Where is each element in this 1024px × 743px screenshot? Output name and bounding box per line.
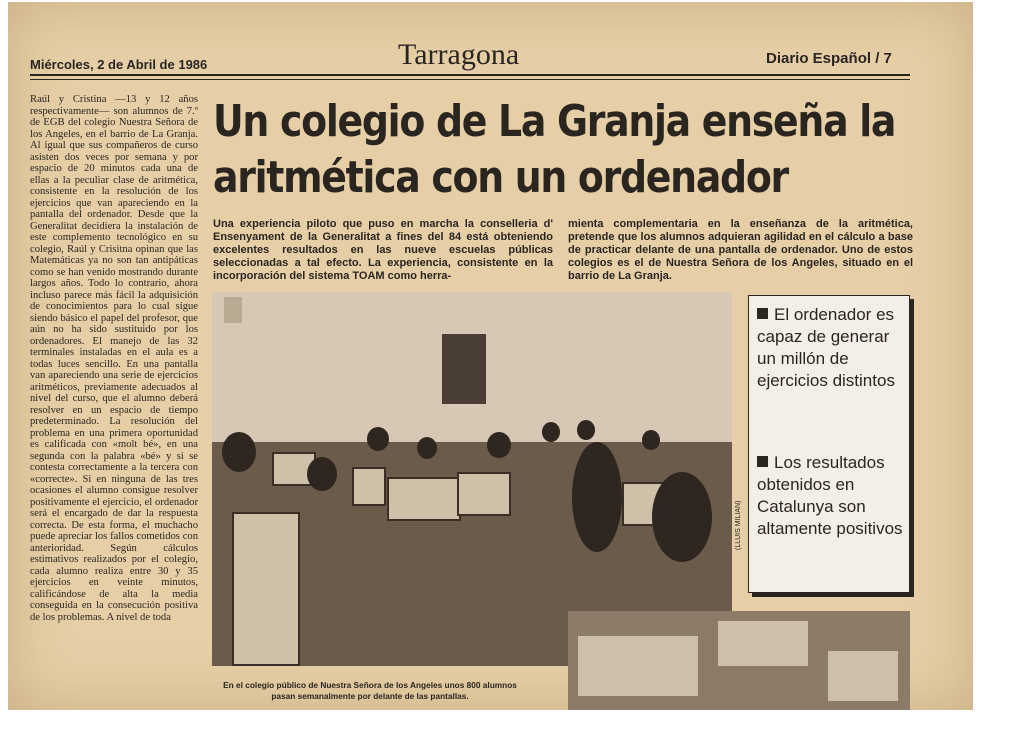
second-photo-fragment bbox=[568, 611, 910, 710]
article-body-column: Raúl y Cristina —13 y 12 años respectivamente— son alumnos de 7.º de EGB del colegio Nuestra Señora de los Angeles, en el barrio de La Granja. Al igual que sus compañeros de curso asisten dos veces por semana y por espacio de 20 minutos cada una de ellas a la peculiar clase de aritmética, consistente en la resolución de los ejercicios que van apareciendo en la pantalla del ordenador. Desde que la Generalitat decidiera la instalación de este complemento tecnológico en su colegio, Raúl y Crisitna opinan que las Matemáticas ya no son tan antipáticas como se han venido mostrando durante largos años. Todo lo contrario, ahora incluso parece más fácil la adquisición de conocimientos para lo cual sigue siendo básico el papel del profesor, que aún no ha sido sustituido por los ordenadores. El manejo de las 32 terminales instaladas en el aula es a todas luces sencillo. En una pantalla van apareciendo una serie de ejercicios aritméticos, previamente adecuados al nivel del curso, que el alumno deberá resolver en un espacio de tiempo predeterminado. La resolución del problema en una primera oportunidad es calificada con «molt bé», en una segunda con la palabra «bé» y si se contesta correctamente a la tercera con «correcte». Si en ninguna de las tres ocasiones el alumno consigue resolver positivamente el ejercicio, el ordenador será el encargado de dar la respuesta correcta. De esta forma, el muchacho puede apreciar los fallos cometidos con anterioridad. Según cálculos estimativos realizados por el colegio, cada alumno realiza entre 30 y 35 ejercicios en veinte minutos, calificándose de alta la media conseguida en la consecución positiva de los problemas. A nivel de toda bbox=[30, 94, 198, 623]
photo-student bbox=[572, 442, 622, 552]
photo-caption: En el colegio público de Nuestra Señora de los Angeles unos 800 alumnos pasan semanalmente por delante de las pantallas. bbox=[223, 680, 517, 701]
article-headline bbox=[213, 94, 896, 206]
photo-student bbox=[367, 427, 389, 451]
photo-terminal bbox=[457, 472, 511, 516]
section-title: Tarragona bbox=[398, 38, 520, 71]
header-rule bbox=[30, 74, 910, 76]
bullet-square-icon bbox=[757, 456, 768, 467]
photo-terminal bbox=[387, 477, 461, 521]
lede-right-column: mienta complementaria en la enseñanza de la aritmética, pretende que los alumnos adquieran agilidad en el cálculo a base de practicar delante de una pantalla de ordenador. Uno de estos colegios es el de Nuestra Señora de los Angeles, situado en el barrio de La Granja. bbox=[568, 218, 913, 282]
photo-credit: (LLUIS MILIAN) bbox=[735, 500, 742, 550]
photo-student bbox=[577, 420, 595, 440]
bullet-square-icon bbox=[757, 308, 768, 319]
photo-fragment-shape bbox=[718, 621, 808, 666]
lede-left-column: Una experiencia piloto que puso en marcha la conselleria d' Ensenyament de la Generalitat a fines del 84 está obteniendo excelentes resultados en las nueve escuelas públicas seleccionadas a tal efecto. La experiencia, consistente en la incorporación del sistema TOAM como herra- bbox=[213, 218, 553, 282]
photo-terminal bbox=[352, 467, 386, 506]
callout-item-1: El ordenador es capaz de generar un millón de ejercicios distintos bbox=[757, 305, 895, 390]
photo-student bbox=[487, 432, 511, 458]
photo-student bbox=[307, 457, 337, 491]
photo-fragment-shape bbox=[828, 651, 898, 701]
photo-student bbox=[222, 432, 256, 472]
photo-terminal bbox=[232, 512, 300, 666]
header-rule-thin bbox=[30, 79, 910, 80]
issue-date: Miércoles, 2 de Abril de 1986 bbox=[30, 57, 208, 72]
classroom-photo bbox=[212, 292, 732, 666]
photo-student bbox=[542, 422, 560, 442]
callout-item-2: Los resultados obtenidos en Catalunya son altamente positivos bbox=[757, 453, 903, 538]
photo-fragment-shape bbox=[578, 636, 698, 696]
photo-wall-sign bbox=[224, 297, 242, 323]
headline-line-2: aritmética con un ordenador bbox=[213, 152, 788, 203]
photo-student bbox=[642, 430, 660, 450]
callout-box bbox=[748, 295, 910, 593]
photo-wall-poster bbox=[442, 334, 486, 404]
newspaper-name-page: Diario Español / 7 bbox=[766, 50, 892, 67]
headline-line-1: Un colegio de La Granja enseña la bbox=[213, 96, 896, 147]
photo-student bbox=[652, 472, 712, 562]
photo-student bbox=[417, 437, 437, 459]
